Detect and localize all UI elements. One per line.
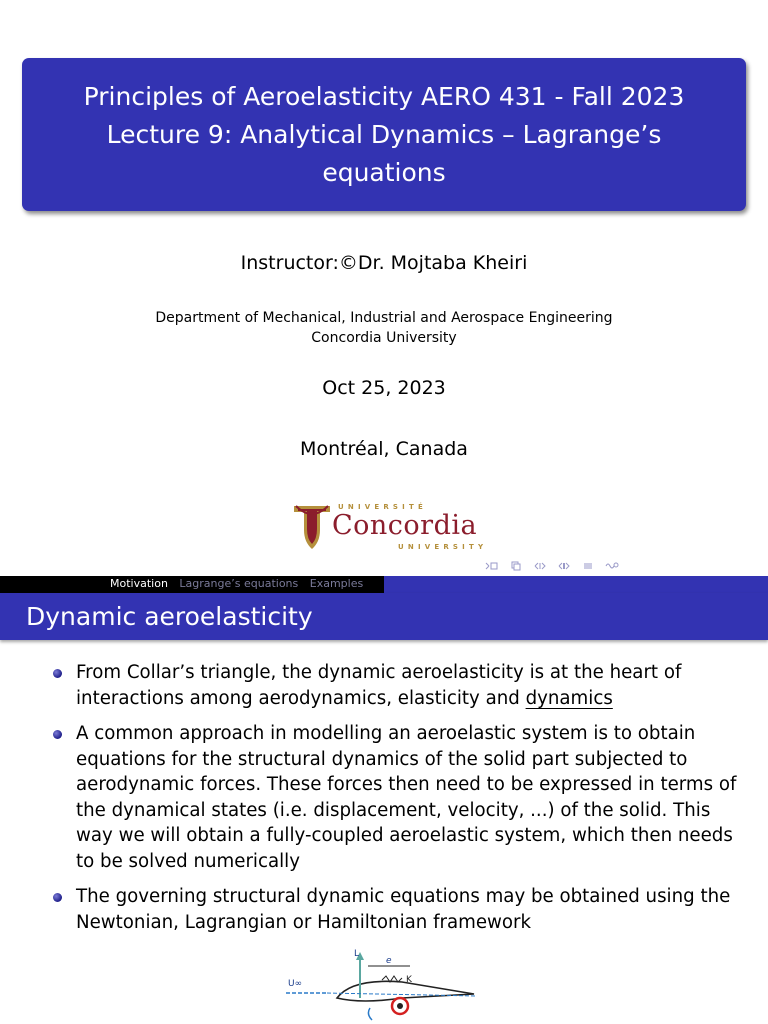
instructor: Instructor:©Dr. Mojtaba Kheiri	[240, 252, 528, 274]
nav-appendix-icon[interactable]	[581, 561, 595, 571]
title-line-2: Lecture 9: Analytical Dynamics – Lagrange’s	[106, 119, 662, 149]
nav-section-examples[interactable]: Examples	[309, 577, 364, 590]
nav-frame-prev-icon[interactable]	[485, 561, 499, 571]
bullet-ball-icon	[53, 669, 62, 678]
bullet-ball-icon	[53, 893, 62, 902]
content-slide	[0, 576, 768, 1024]
university: Concordia University	[311, 330, 457, 346]
offset-label: e	[386, 956, 392, 966]
bullet-underlined-word: dynamics	[525, 687, 613, 709]
date: Oct 25, 2023	[322, 377, 446, 399]
airfoil-figure	[282, 948, 482, 1024]
logo-wordmark: Concordia	[332, 510, 478, 541]
headline-right	[384, 576, 768, 593]
concordia-logo	[290, 500, 500, 554]
location: Montréal, Canada	[300, 438, 468, 460]
bullet-list	[53, 660, 743, 945]
headline-bar	[0, 576, 768, 593]
frame-title-bar	[0, 593, 768, 640]
department: Department of Mechanical, Industrial and Aerospace Engineering	[155, 310, 613, 326]
nav-document-icon[interactable]	[557, 561, 571, 571]
institute	[0, 308, 768, 348]
bullet-item	[53, 660, 743, 711]
nav-section-motivation[interactable]: Motivation	[110, 577, 168, 590]
nav-section-lagrange[interactable]: Lagrange’s equations	[179, 577, 299, 590]
section-nav-bar	[0, 576, 384, 593]
concordia-shield-icon	[292, 502, 332, 552]
title-line-3: equations	[322, 157, 446, 187]
title-line-1: Principles of Aeroelasticity AERO 431 - Fall 2023	[83, 81, 685, 111]
nav-subsection-icon[interactable]	[509, 561, 523, 571]
nav-section-icon[interactable]	[533, 561, 547, 571]
beamer-navigation[interactable]	[485, 561, 619, 573]
freestream-label: U∞	[288, 979, 303, 989]
title-block	[22, 58, 746, 211]
bullet-item	[53, 721, 743, 874]
bullet-text: The governing structural dynamic equations may be obtained using the Newtonian, Lagrangian or Hamiltonian framework	[76, 886, 731, 933]
bullet-ball-icon	[53, 730, 62, 739]
stiffness-label: K	[406, 975, 412, 985]
logo-universite-text: UNIVERSITÉ	[338, 503, 427, 511]
lift-label: L	[354, 949, 360, 959]
bullet-text: From Collar’s triangle, the dynamic aeroelasticity is at the heart of interactions among aerodynamics, elasticity and	[76, 662, 682, 709]
logo-university-text: UNIVERSITY	[398, 543, 488, 551]
frame-title: Dynamic aeroelasticity	[26, 602, 313, 631]
bullet-item	[53, 884, 743, 935]
section-navigation	[110, 577, 371, 591]
bullet-text: A common approach in modelling an aeroelastic system is to obtain equations for the structural dynamics of the solid part subjected to aerodynamic forces. These forces then need to be expressed in terms of the dynamical states (i.e. displacement, velocity, ...) of the solid. This way we will obtain a fully-coupled aeroelastic system, which then needs to be solved numerically	[76, 723, 737, 872]
nav-search-icon[interactable]	[605, 561, 619, 571]
